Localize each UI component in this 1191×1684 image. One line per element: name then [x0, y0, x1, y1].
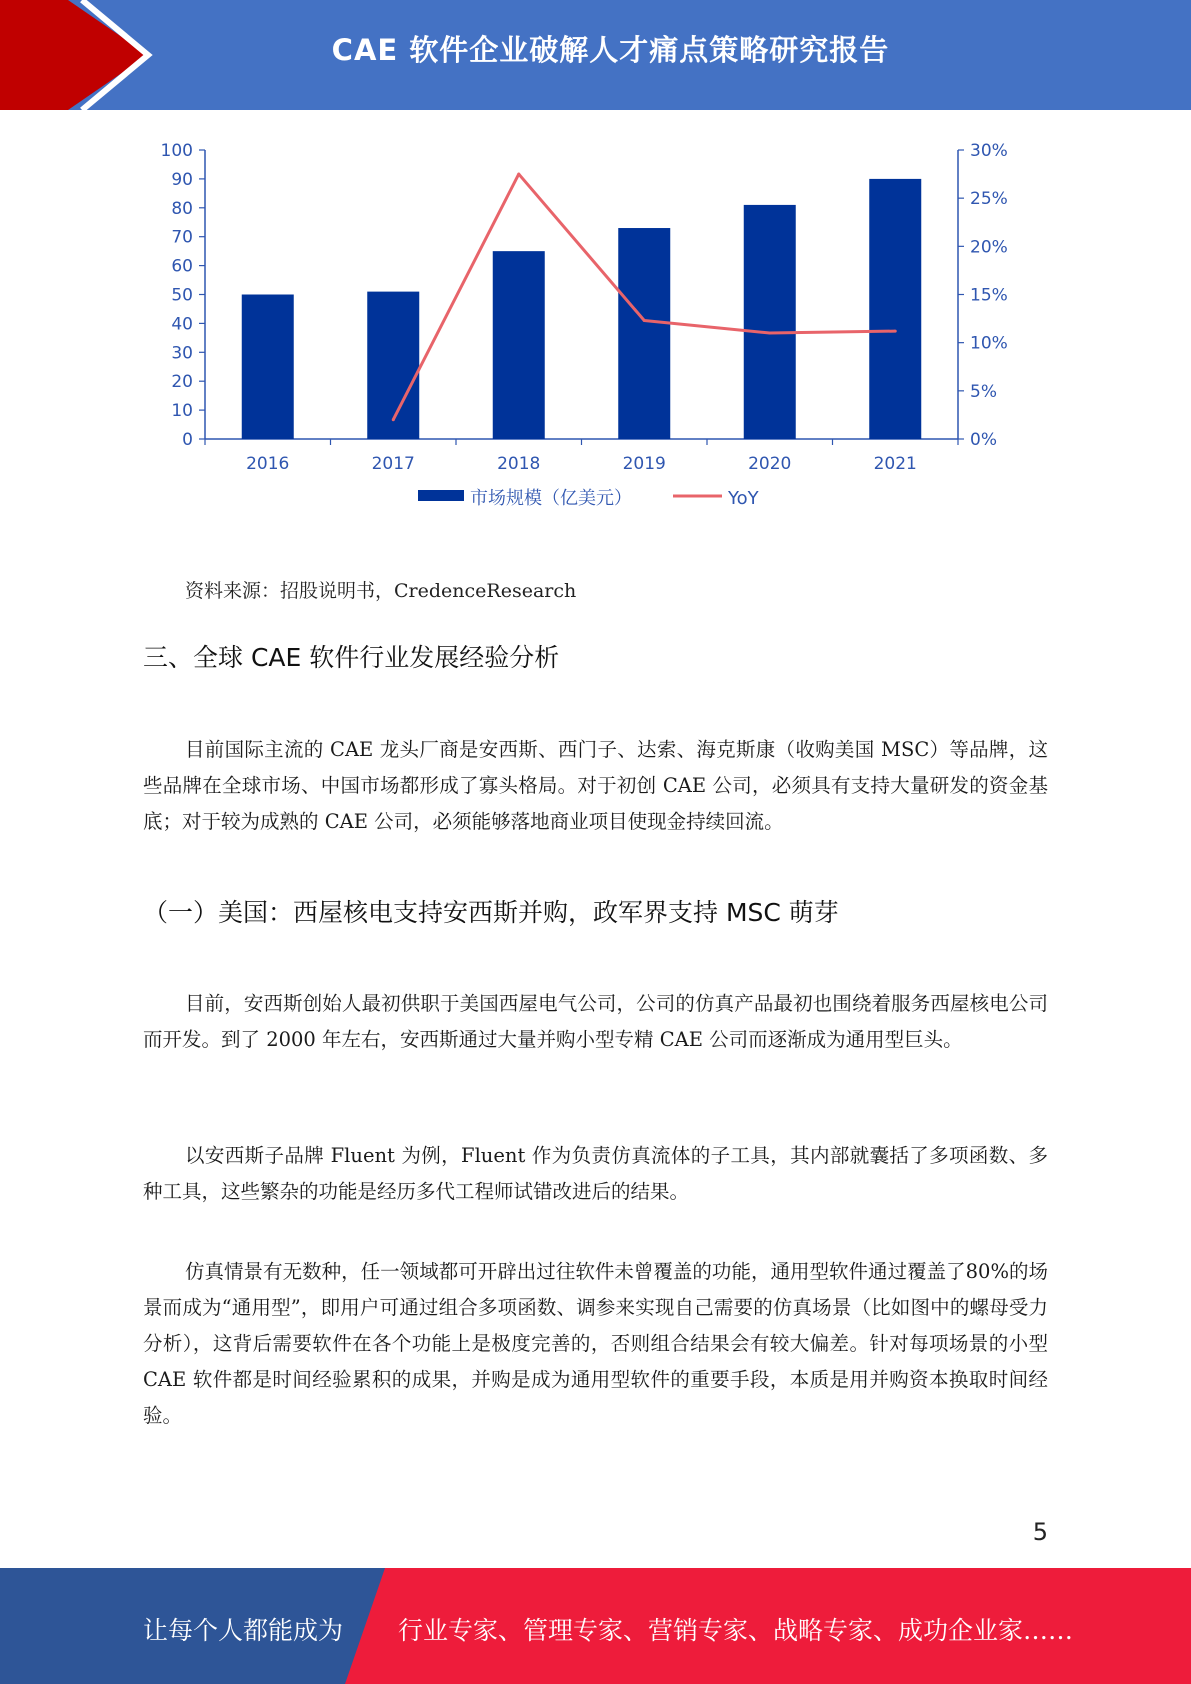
left-axis-tick-label: 0: [182, 430, 193, 450]
paragraph-1: 目前国际主流的 CAE 龙头厂商是安西斯、西门子、达索、海克斯康（收购美国 MSC）等品牌，这些品牌在全球市场、中国市场都形成了寡头格局。对于初创 CAE 公司，必须具有支持大量研发的资金基底；对于较为成熟的 CAE 公司，必须能够落地商业项目使现金持续回流。: [143, 738, 1048, 833]
left-axis-tick-label: 100: [160, 141, 193, 161]
x-axis-tick-label: 2019: [622, 454, 666, 474]
bar-2020: [744, 205, 796, 439]
footer-slogan-right: 行业专家、管理专家、营销专家、战略专家、成功企业家……: [398, 1616, 1074, 1645]
x-axis-tick-label: 2020: [748, 454, 792, 474]
left-axis-tick-label: 70: [171, 227, 193, 248]
legend-bar-label: 市场规模（亿美元）: [470, 488, 632, 509]
paragraph-2: 目前，安西斯创始人最初供职于美国西屋电气公司，公司的仿真产品最初也围绕着服务西屋核电公司而开发。到了 2000 年左右，安西斯通过大量并购小型专精 CAE 公司而逐渐成为通用型巨头。: [143, 992, 1048, 1051]
legend-line-label: YoY: [728, 488, 759, 509]
right-axis-tick-label: 20%: [970, 237, 1008, 258]
subsection-heading: （一）美国：西屋核电支持安西斯并购，政军界支持 MSC 萌芽: [143, 898, 839, 927]
left-axis-tick-label: 60: [171, 256, 193, 277]
right-axis-tick-label: 15%: [970, 285, 1008, 306]
left-axis-tick-label: 90: [171, 169, 193, 190]
bar-2016: [242, 295, 294, 440]
right-axis-tick-label: 30%: [970, 141, 1008, 161]
left-axis-tick-label: 10: [171, 401, 193, 422]
x-axis-tick-label: 2021: [873, 454, 917, 474]
legend-bar-swatch: [418, 490, 464, 501]
yoy-point-2019: [643, 319, 646, 322]
left-axis-tick-label: 80: [171, 198, 193, 219]
page-number: 5: [1032, 1518, 1048, 1546]
x-axis-tick-label: 2016: [246, 454, 290, 474]
chart-legend: [418, 488, 760, 509]
bar-2021: [869, 179, 921, 439]
yoy-point-2020: [768, 332, 771, 335]
right-axis-tick-label: 5%: [970, 381, 997, 402]
bar-2019: [618, 228, 670, 439]
chart-canvas: [140, 132, 1040, 532]
left-axis-tick-label: 40: [171, 314, 193, 335]
x-axis-tick-label: 2017: [371, 454, 415, 474]
market-size-chart: [140, 132, 1040, 532]
footer-slogan-left: 让每个人都能成为: [143, 1616, 344, 1645]
yoy-point-2021: [894, 330, 897, 333]
left-axis-tick-label: 30: [171, 343, 193, 364]
right-axis-tick-label: 0%: [970, 430, 997, 450]
chart-source-note: 资料来源：招股说明书，CredenceResearch: [185, 580, 577, 602]
left-axis-tick-label: 20: [171, 372, 193, 393]
yoy-point-2017: [392, 418, 395, 421]
yoy-point-2018: [517, 173, 520, 176]
right-axis-tick-label: 10%: [970, 333, 1008, 354]
page-footer: [0, 1568, 1191, 1684]
page-header: [0, 0, 1191, 110]
paragraph-3: 以安西斯子品牌 Fluent 为例，Fluent 作为负责仿真流体的子工具，其内部就囊括了多项函数、多种工具，这些繁杂的功能是经历多代工程师试错改进后的结果。: [143, 1144, 1048, 1203]
chart-bars: [242, 179, 922, 439]
left-axis-tick-label: 50: [171, 285, 193, 306]
paragraph-4: 仿真情景有无数种，任一领域都可开辟出过往软件未曾覆盖的功能，通用型软件通过覆盖了80%的场景而成为“通用型”，即用户可通过组合多项函数、调参来实现自己需要的仿真场景（比如图中的螺母受力分析），这背后需要软件在各个功能上是极度完善的，否则组合结果会有较大偏差。针对每项场景的小型 CAE 软件都是时间经验累积的成果，并购是成为通用型软件的重要手段，本质是用并购资本换取时间经验。: [143, 1260, 1048, 1427]
section-heading: 三、全球 CAE 软件行业发展经验分析: [143, 643, 560, 672]
right-axis-tick-label: 25%: [970, 189, 1008, 210]
report-title: CAE 软件企业破解人才痛点策略研究报告: [331, 33, 890, 67]
x-axis-tick-label: 2018: [497, 454, 541, 474]
bar-2018: [493, 251, 545, 439]
